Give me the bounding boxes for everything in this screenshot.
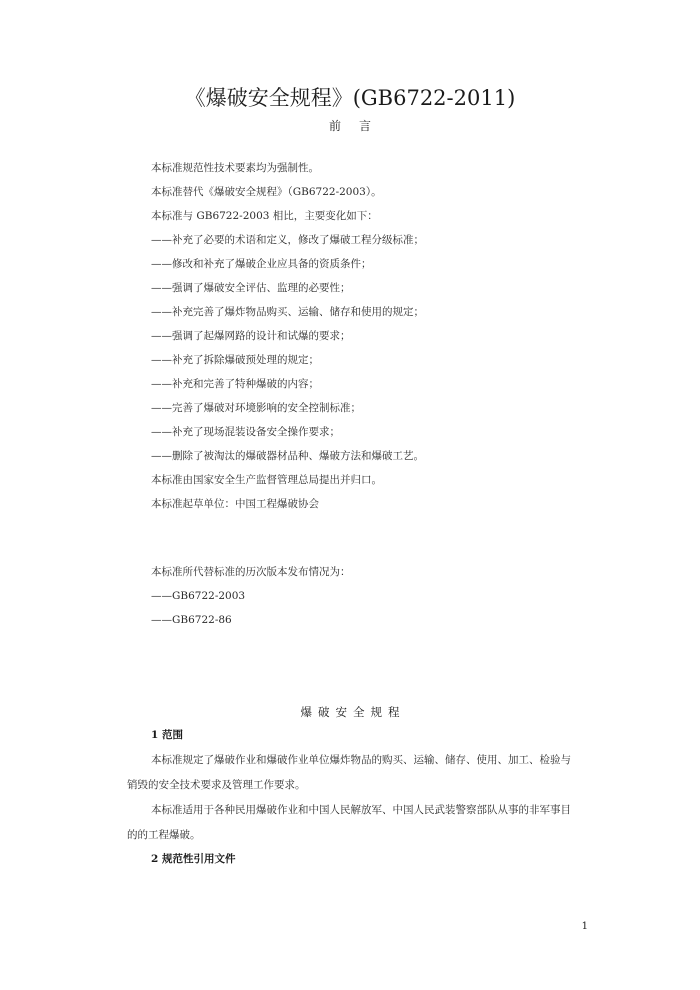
page-number: 1 <box>581 921 588 932</box>
change-item: ——补充了拆除爆破预处理的规定； <box>151 354 319 366</box>
scope-heading: 1 范围 <box>151 729 183 741</box>
change-item: ——完善了爆破对环境影响的安全控制标准； <box>151 402 361 414</box>
change-item: ——补充完善了爆炸物品购买、运输、储存和使用的规定； <box>151 306 424 318</box>
history-intro: 本标准所代替标准的历次版本发布情况为： <box>151 566 351 578</box>
foreword-line: 本标准规范性技术要素均为强制性。 <box>151 162 319 174</box>
change-item: ——删除了被淘汰的爆破器材品种、爆破方法和爆破工艺。 <box>151 450 424 462</box>
foreword-line: 本标准由国家安全生产监督管理总局提出并归口。 <box>151 474 382 486</box>
change-item: ——补充和完善了特种爆破的内容； <box>151 378 319 390</box>
standard-section-title: 爆破安全规程 <box>300 705 406 719</box>
references-heading: 2 规范性引用文件 <box>151 853 236 865</box>
history-item: ——GB6722-2003 <box>151 590 246 602</box>
foreword-body <box>151 156 591 516</box>
change-item: ——补充了必要的术语和定义，修改了爆破工程分级标准； <box>151 234 424 246</box>
change-item: ——修改和补充了爆破企业应具备的资质条件； <box>151 258 372 270</box>
foreword-heading: 前言 <box>328 119 389 133</box>
change-item: ——强调了起爆网路的设计和试爆的要求； <box>151 330 351 342</box>
scope-paragraph: 本标准适用于各种民用爆破作业和中国人民解放军、中国人民武装警察部队从事的非军事目的的工程爆破。 <box>127 804 571 841</box>
scope-paragraph: 本标准规定了爆破作业和爆破作业单位爆炸物品的购买、运输、储存、使用、加工、检验与销毁的安全技术要求及管理工作要求。 <box>127 754 571 791</box>
version-history <box>151 560 591 632</box>
foreword-line: 本标准替代《爆破安全规程》（GB6722-2003）。 <box>151 186 382 198</box>
change-item: ——补充了现场混装设备安全操作要求； <box>151 426 340 438</box>
drafting-unit: 本标准起草单位：中国工程爆破协会 <box>151 498 319 510</box>
document-title: 《爆破安全规程》(GB6722-2011) <box>184 86 516 110</box>
foreword-line: 本标准与 GB6722-2003 相比，主要变化如下： <box>151 210 378 222</box>
change-item: ——强调了爆破安全评估、监理的必要性； <box>151 282 351 294</box>
history-item: ——GB6722-86 <box>151 614 232 626</box>
